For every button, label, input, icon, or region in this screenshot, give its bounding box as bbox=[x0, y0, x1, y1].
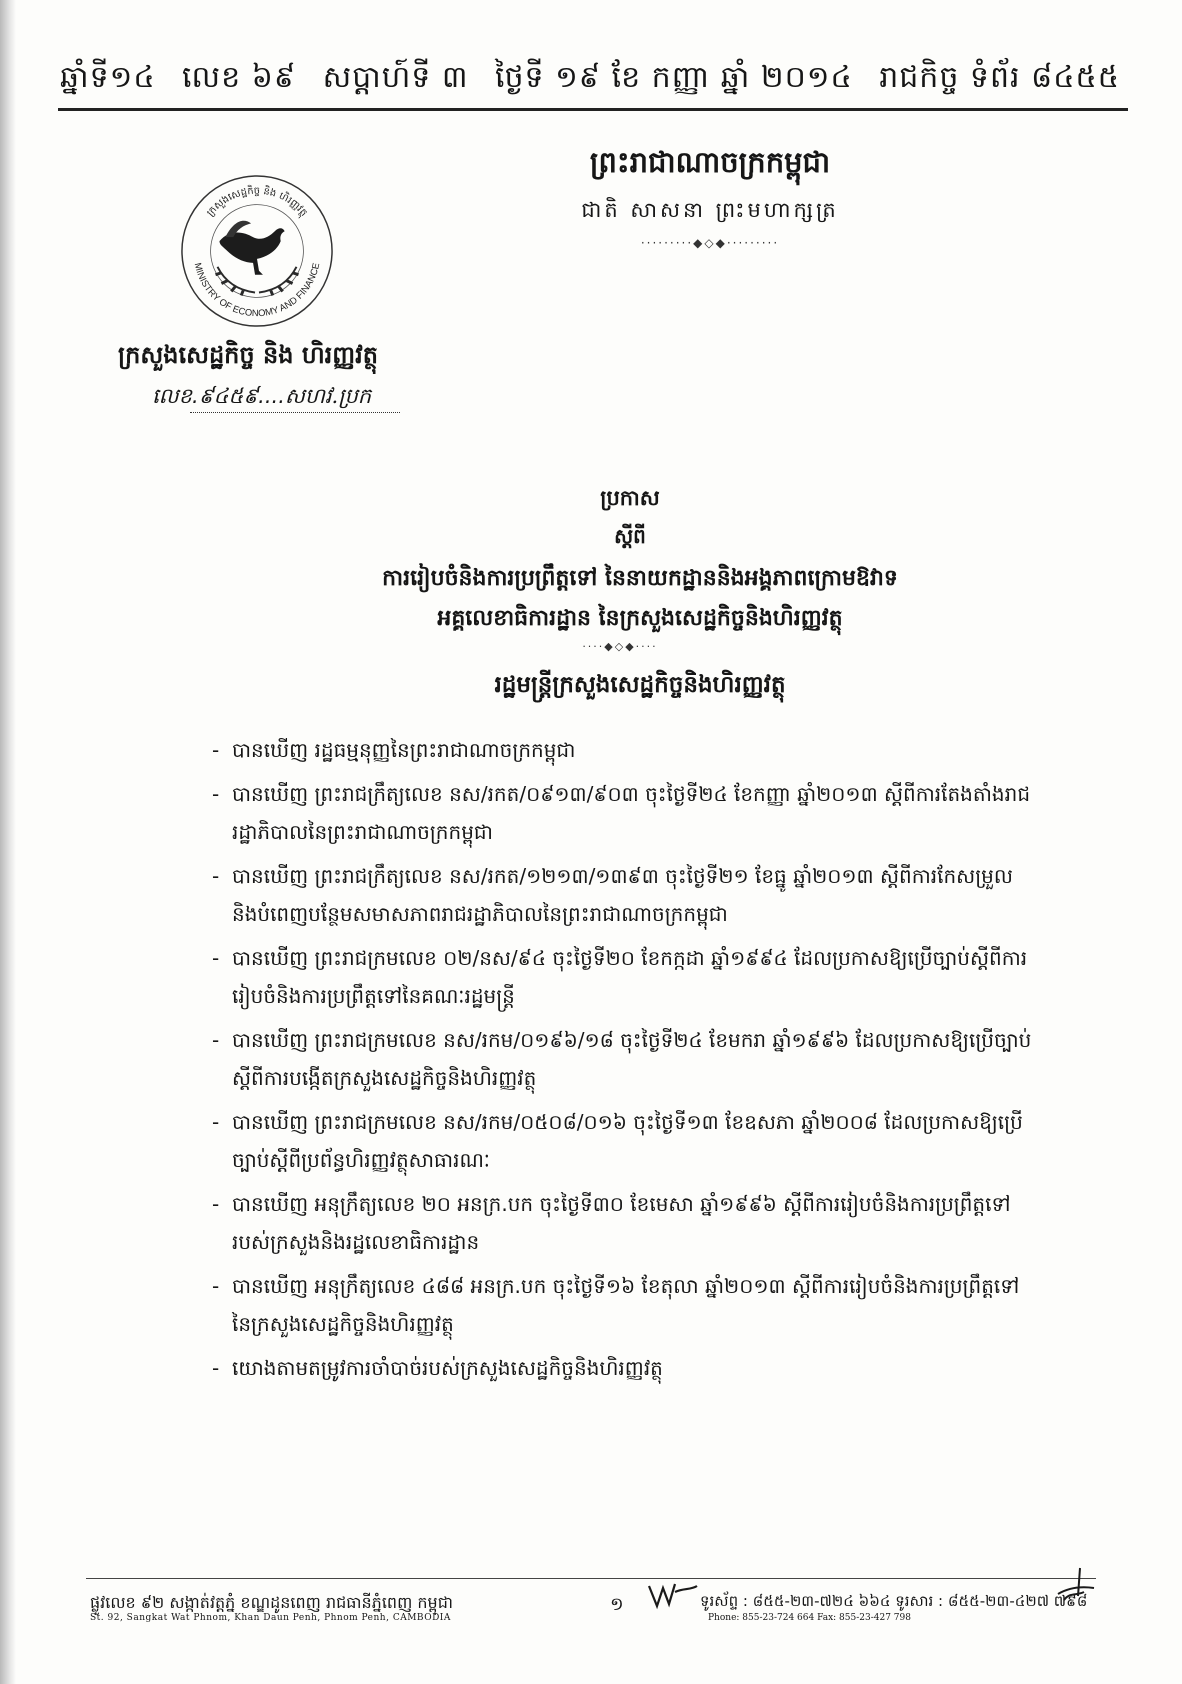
considerations-list bbox=[212, 731, 1032, 1393]
reference-number: លេខ.៩៤៥៩....សហវ.ប្រក bbox=[152, 384, 372, 408]
list-item: - បានឃើញ អនុក្រឹត្យលេខ ៤៨៨ អនក្រ.បក ចុះថ្ងៃទី១៦ ខែតុលា ឆ្នាំ២០១៣ ស្តីពីការរៀបចំនិងការប្រព្រឹត្តទៅនៃក្រសួងសេដ្ឋកិច្ចនិងហិរញ្ញវត្ថុ bbox=[212, 1267, 1032, 1343]
gazette-week: សប្តាហ៍ទី ៣ bbox=[322, 60, 469, 95]
list-item: - បានឃើញ រដ្ឋធម្មនុញ្ញនៃព្រះរាជាណាចក្រកម្ពុជា bbox=[212, 731, 1032, 769]
list-item: - បានឃើញ ព្រះរាជក្រមលេខ នស/រកម/០១៩៦/១៨ ចុះថ្ងៃទី២៤ ខែមករា ឆ្នាំ១៩៩៦ ដែលប្រកាសឱ្យប្រើច្បាប់ស្តីពីការបង្កើតក្រសួងសេដ្ឋកិច្ចនិងហិរញ្ញវត្ថុ bbox=[212, 1021, 1032, 1097]
gazette-year: ឆ្នាំទី១៤ bbox=[60, 60, 156, 95]
seal-text-en: MINISTRY OF ECONOMY AND FINANCE bbox=[192, 261, 322, 319]
issuing-minister: រដ្ឋមន្ត្រីក្រសួងសេដ្ឋកិច្ចនិងហិរញ្ញវត្ថុ bbox=[494, 672, 786, 698]
gazette-page: រាជកិច្ច ទំព័រ ៨៤៥៥ bbox=[879, 60, 1120, 95]
kingdom-heading bbox=[560, 145, 860, 250]
footer-contact-km: ទូរស័ព្ទ : ៨៥៥-២៣-៧២៤ ៦៦៤ ទូរសារ : ៨៥៥-២៣-៤២៧ ៧៩៨ bbox=[700, 1592, 1088, 1610]
kingdom-motto: ជាតិ សាសនា ព្រះមហាក្សត្រ bbox=[581, 198, 839, 222]
ministry-name: ក្រសួងសេដ្ឋកិច្ច និង ហិរញ្ញវត្ថុ bbox=[118, 341, 378, 369]
ref-suffix: សហវ.ប្រក bbox=[284, 384, 372, 408]
initials-signature bbox=[1050, 1566, 1100, 1606]
scan-shadow-edge bbox=[0, 0, 16, 1684]
document-type: ប្រកាស bbox=[600, 486, 660, 510]
subject-line-2: អគ្គលេខាធិការដ្ឋាន នៃក្រសួងសេដ្ឋកិច្ចនិងហិរញ្ញវត្ថុ bbox=[437, 606, 843, 631]
ref-dotted-line bbox=[190, 412, 400, 413]
bird-emblem-icon bbox=[219, 221, 284, 275]
gazette-header bbox=[60, 58, 1120, 102]
list-item: - យោងតាមតម្រូវការចាំបាច់របស់ក្រសួងសេដ្ឋកិច្ចនិងហិរញ្ញវត្ថុ bbox=[212, 1349, 1032, 1387]
seal-text-km: ក្រសួងសេដ្ឋកិច្ច និង ហិរញ្ញវត្ថុ bbox=[204, 185, 310, 219]
initials-signature bbox=[645, 1578, 705, 1612]
footer-rule bbox=[86, 1578, 1096, 1579]
document-subject bbox=[290, 559, 990, 639]
kingdom-name: ព្រះរាជាណាចក្រកម្ពុជា bbox=[589, 145, 831, 179]
footer-address-en: St. 92, Sangkat Wat Phnom, Khan Daun Penh, Phnom Penh, CAMBODIA bbox=[90, 1613, 451, 1623]
subject-ornament: ····◆◇◆···· bbox=[582, 640, 658, 653]
header-rule bbox=[58, 108, 1128, 111]
ornament-divider: ·········◆◇◆········· bbox=[640, 236, 780, 250]
document-about: ស្តីពី bbox=[614, 524, 646, 548]
list-item: - បានឃើញ ព្រះរាជក្រមលេខ នស/រកម/០៥០៨/០១៦ ចុះថ្ងៃទី១៣ ខែឧសភា ឆ្នាំ២០០៨ ដែលប្រកាសឱ្យប្រើច្បាប់ស្តីពីប្រព័ន្ធហិរញ្ញវត្ថុសាធារណៈ bbox=[212, 1103, 1032, 1179]
ref-number: ៩៤៥៩ bbox=[198, 384, 259, 408]
ref-label: លេខ bbox=[152, 384, 192, 408]
page-number: ១ bbox=[610, 1594, 624, 1615]
ministry-seal bbox=[178, 172, 336, 330]
list-item: - បានឃើញ ព្រះរាជក្រឹត្យលេខ នស/រកត/១២១៣/១៣៩៣ ចុះថ្ងៃទី២១ ខែធ្នូ ឆ្នាំ២០១៣ ស្តីពីការកែសម្រួលនិងបំពេញបន្ថែមសមាសភាពរាជរដ្ឋាភិបាលនៃព្រះរាជាណាចក្រកម្ពុជា bbox=[212, 857, 1032, 933]
footer-contact-en: Phone: 855-23-724 664 Fax: 855-23-427 798 bbox=[708, 1613, 911, 1623]
list-item: - បានឃើញ អនុក្រឹត្យលេខ ២០ អនក្រ.បក ចុះថ្ងៃទី៣០ ខែមេសា ឆ្នាំ១៩៩៦ ស្តីពីការរៀបចំនិងការប្រព្រឹត្តទៅរបស់ក្រសួងនិងរដ្ឋលេខាធិការដ្ឋាន bbox=[212, 1185, 1032, 1261]
gazette-date: ថ្ងៃទី ១៩ ខែ កញ្ញា ឆ្នាំ ២០១៤ bbox=[494, 60, 853, 95]
list-item: - បានឃើញ ព្រះរាជក្រឹត្យលេខ នស/រកត/០៩១៣/៩០៣ ចុះថ្ងៃទី២៤ ខែកញ្ញា ឆ្នាំ២០១៣ ស្តីពីការតែងតាំងរាជរដ្ឋាភិបាលនៃព្រះរាជាណាចក្រកម្ពុជា bbox=[212, 775, 1032, 851]
list-item: - បានឃើញ ព្រះរាជក្រមលេខ ០២/នស/៩៤ ចុះថ្ងៃទី២០ ខែកក្កដា ឆ្នាំ១៩៩៤ ដែលប្រកាសឱ្យប្រើច្បាប់ស្តីពីការរៀបចំនិងការប្រព្រឹត្តទៅនៃគណៈរដ្ឋមន្ត្រី bbox=[212, 939, 1032, 1015]
subject-line-1: ការរៀបចំនិងការប្រព្រឹត្តទៅ នៃនាយកដ្ឋាននិងអង្គភាពក្រោមឱវាទ bbox=[382, 566, 898, 591]
gazette-issue: លេខ ៦៩ bbox=[182, 60, 297, 95]
footer-address-km: ផ្លូវលេខ ៩២ សង្កាត់វត្តភ្នំ ខណ្ឌដូនពេញ រាជធានីភ្នំពេញ កម្ពុជា bbox=[90, 1593, 453, 1612]
